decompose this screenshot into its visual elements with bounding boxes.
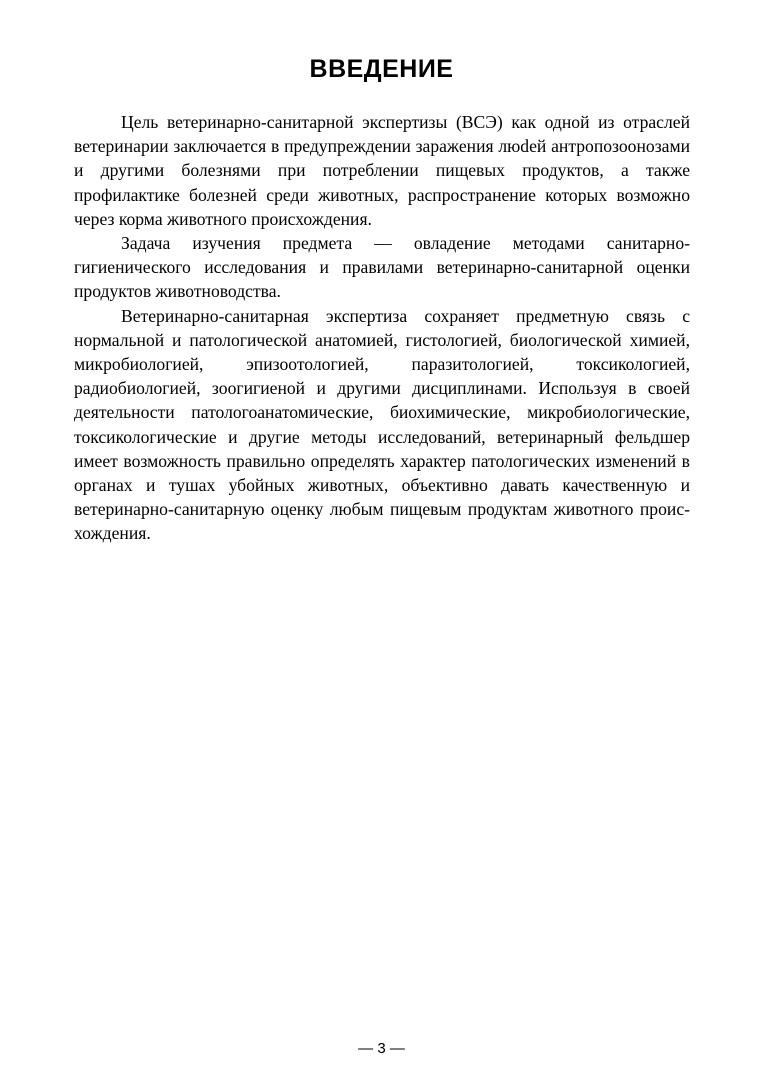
page-title: ВВЕДЕНИЕ xyxy=(309,55,454,83)
paragraph-connections: Ветеринарно-санитарная экспертиза сохраняет предметную связь с нормальной и патологической анатомией, гистологией, биологической химией, микробиологией, эпизоотологией, паразитологией, токсикологией, радиобиологией, зоогигиеной и другими дисциплинами. Используя в своей деятельности патологоанатомические, биохимические, микробиологические, токсикологические и другие методы исследований, ветеринарный фельдшер имеет возможность правильно определять характер патологических изменений в органах и тушах убойных животных, объективно давать качественную и ветеринарно-санитарную оценку любым пищевым продуктам животного происхождения. xyxy=(74,305,690,544)
paragraph-goal: Цель ветеринарно-санитарной экспертизы (ВСЭ) как одной из отраслей ветеринарии заключается в предупреждении заражения люdей антропозоонозами и другими болезнями при потреблении пищевых продуктов, а также профилактике болезней среди животных, распространение которых возможно через корма животного происхождения. xyxy=(74,112,690,229)
paragraph-task: Задача изучения предмета — овладение методами санитарно-гигиенического исследования и правилами ветеринарно-санитарной оценки продуктов животноводства. xyxy=(74,233,690,302)
body-text xyxy=(74,110,690,546)
page-number: — 3 — xyxy=(358,1040,405,1057)
